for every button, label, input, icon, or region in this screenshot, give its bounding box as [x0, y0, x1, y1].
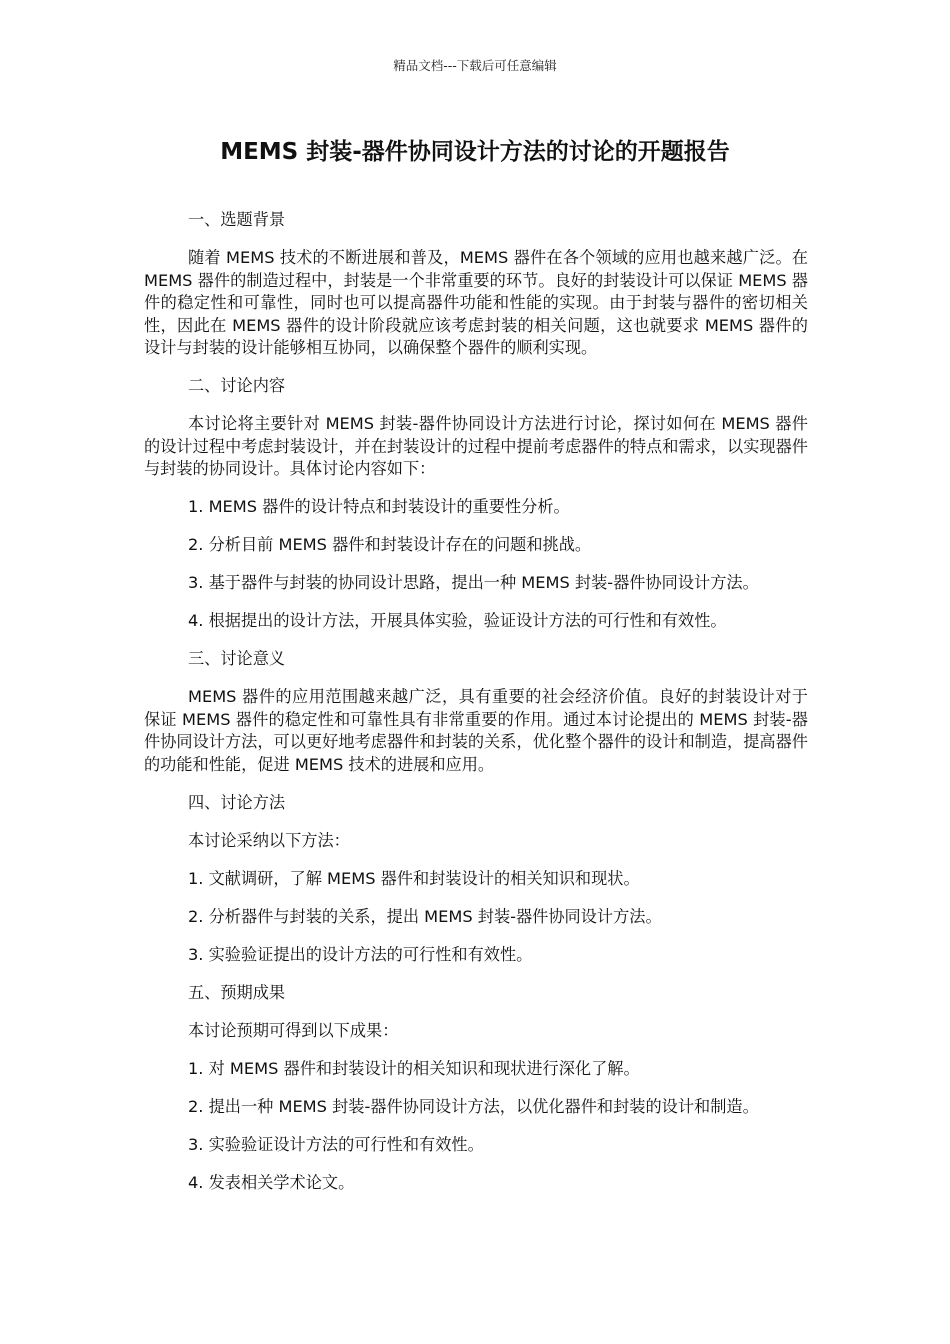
- list-item: 4. 根据提出的设计方法，开展具体实验，验证设计方法的可行性和有效性。: [188, 611, 727, 630]
- list-item: 3. 实验验证提出的设计方法的可行性和有效性。: [188, 944, 533, 964]
- section-heading-content: 二、讨论内容: [188, 376, 286, 395]
- section-heading-method: 四、讨论方法: [188, 792, 286, 812]
- method-intro: 本讨论采纳以下方法：: [188, 830, 350, 850]
- list-item: 4. 发表相关学术论文。: [188, 1172, 355, 1192]
- list-item: 1. 对 MEMS 器件和封装设计的相关知识和现状进行深化了解。: [188, 1058, 640, 1078]
- list-item: 3. 基于器件与封装的协同设计思路，提出一种 MEMS 封装-器件协同设计方法。: [188, 573, 759, 592]
- results-intro: 本讨论预期可得到以下成果：: [188, 1020, 399, 1040]
- background-paragraph: 随着 MEMS 技术的不断进展和普及，MEMS 器件在各个领域的应用也越来越广泛。在 MEMS 器件的制造过程中，封装是一个非常重要的环节。良好的封装设计可以保证 MEMS 器件的稳定性和可靠性，同时也可以提高器件功能和性能的实现。由于封装与器件的密切相关性，因此在 MEMS 器件的设计阶段就应该考虑封装的相关问题，这也就要求 MEMS 器件的设计与封装的设计能够相互协同，以确保整个器件的顺利实现。: [144, 248, 808, 357]
- document-title: MEMS 封装-器件协同设计方法的讨论的开题报告: [220, 139, 730, 165]
- section-heading-results: 五、预期成果: [188, 982, 286, 1002]
- list-item: 1. MEMS 器件的设计特点和封装设计的重要性分析。: [188, 497, 570, 516]
- list-item: 2. 分析目前 MEMS 器件和封装设计存在的问题和挑战。: [188, 535, 592, 554]
- list-item: 2. 提出一种 MEMS 封装-器件协同设计方法，以优化器件和封装的设计和制造。: [188, 1096, 759, 1116]
- document-body: [144, 209, 808, 1210]
- significance-paragraph: MEMS 器件的应用范围越来越广泛，具有重要的社会经济价值。良好的封装设计对于保证 MEMS 器件的稳定性和可靠性具有非常重要的作用。通过本讨论提出的 MEMS 封装-器件协同设计方法，可以更好地考虑器件和封装的关系，优化整个器件的设计和制造，提高器件的功能和性能，促进 MEMS 技术的进展和应用。: [144, 687, 808, 774]
- list-item: 2. 分析器件与封装的关系，提出 MEMS 封装-器件协同设计方法。: [188, 906, 662, 926]
- page-header: 精品文档---下载后可任意编辑: [393, 58, 557, 73]
- content-paragraph: 本讨论将主要针对 MEMS 封装-器件协同设计方法进行讨论，探讨如何在 MEMS 器件的设计过程中考虑封装设计，并在封装设计的过程中提前考虑器件的特点和需求，以实现器件与封装的协同设计。具体讨论内容如下：: [144, 414, 808, 478]
- method-list: [144, 868, 808, 967]
- list-item: 3. 实验验证设计方法的可行性和有效性。: [188, 1134, 484, 1154]
- content-list: [144, 496, 808, 633]
- results-list: [144, 1058, 808, 1195]
- section-heading-significance: 三、讨论意义: [188, 649, 286, 668]
- section-heading-background: 一、选题背景: [188, 210, 286, 229]
- list-item: 1. 文献调研，了解 MEMS 器件和封装设计的相关知识和现状。: [188, 868, 640, 888]
